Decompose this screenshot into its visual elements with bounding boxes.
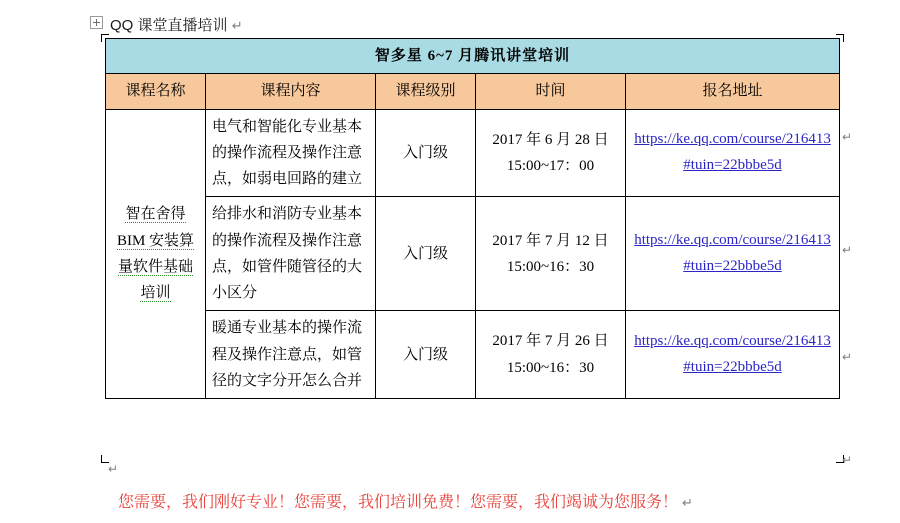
cell-time xyxy=(476,197,626,311)
signup-link[interactable]: https://ke.qq.com/course/216413#tuin=22bbbe5d xyxy=(634,131,831,173)
cell-time-hours: 15:00~16：30 xyxy=(506,359,595,376)
cell-signup-url xyxy=(626,311,840,399)
cell-course-level: 入门级 xyxy=(376,109,476,197)
cell-course-level: 入门级 xyxy=(376,197,476,311)
column-header-course-name: 课程名称 xyxy=(106,74,206,109)
paragraph-mark-icon: ↵ xyxy=(842,243,853,257)
cell-time xyxy=(476,109,626,197)
cell-time-hours: 15:00~16：30 xyxy=(506,258,595,275)
column-header-course-content: 课程内容 xyxy=(206,74,376,109)
paragraph-mark-icon: ↵ xyxy=(842,453,853,467)
document-heading-text: QQ 课堂直播培训 xyxy=(110,17,228,34)
paragraph-mark-icon: ↵ xyxy=(682,495,693,510)
paragraph-mark-icon: ↵ xyxy=(842,350,853,364)
cell-time-date: 2017 年 7 月 12 日 xyxy=(492,232,609,249)
column-header-course-level: 课程级别 xyxy=(376,74,476,109)
cell-time xyxy=(476,311,626,399)
table-title-row xyxy=(106,39,840,74)
training-schedule-table xyxy=(105,38,839,399)
signup-link[interactable]: https://ke.qq.com/course/216413#tuin=22bbbe5d xyxy=(634,232,831,274)
cell-signup-url xyxy=(626,109,840,197)
cell-course-name xyxy=(106,109,206,399)
document-heading xyxy=(88,14,243,35)
course-name-text: 智在舍得 BIM 安装算量软件基础培训 xyxy=(116,206,195,301)
cell-course-level: 入门级 xyxy=(376,311,476,399)
column-header-signup-url: 报名地址 xyxy=(626,74,840,109)
paragraph-mark-icon: ↵ xyxy=(842,130,853,144)
cell-time-hours: 15:00~17：00 xyxy=(506,157,595,174)
footer-slogan xyxy=(118,489,693,512)
cell-time-date: 2017 年 6 月 28 日 xyxy=(492,131,609,148)
cell-signup-url xyxy=(626,197,840,311)
cell-course-content: 电气和智能化专业基本的操作流程及操作注意点，如弱电回路的建立 xyxy=(206,109,376,197)
table-header-row xyxy=(106,74,840,109)
table-row xyxy=(106,109,840,197)
paragraph-mark-icon: ↵ xyxy=(231,18,243,33)
signup-link[interactable]: https://ke.qq.com/course/216413#tuin=22bbbe5d xyxy=(634,333,831,375)
column-header-time: 时间 xyxy=(476,74,626,109)
paragraph-mark-icon: ↵ xyxy=(108,462,119,476)
table-row xyxy=(106,197,840,311)
table-row xyxy=(106,311,840,399)
cell-time-date: 2017 年 7 月 26 日 xyxy=(492,333,609,350)
table-title: 智多星 6~7 月腾讯讲堂培训 xyxy=(106,39,840,74)
cell-course-content: 暖通专业基本的操作流程及操作注意点，如管径的文字分开怎么合并 xyxy=(206,311,376,399)
footer-slogan-text: 您需要，我们刚好专业！您需要，我们培训免费！您需要，我们竭诚为您服务！ xyxy=(118,494,679,511)
cell-course-content: 给排水和消防专业基本的操作流程及操作注意点，如管件随管径的大小区分 xyxy=(206,197,376,311)
